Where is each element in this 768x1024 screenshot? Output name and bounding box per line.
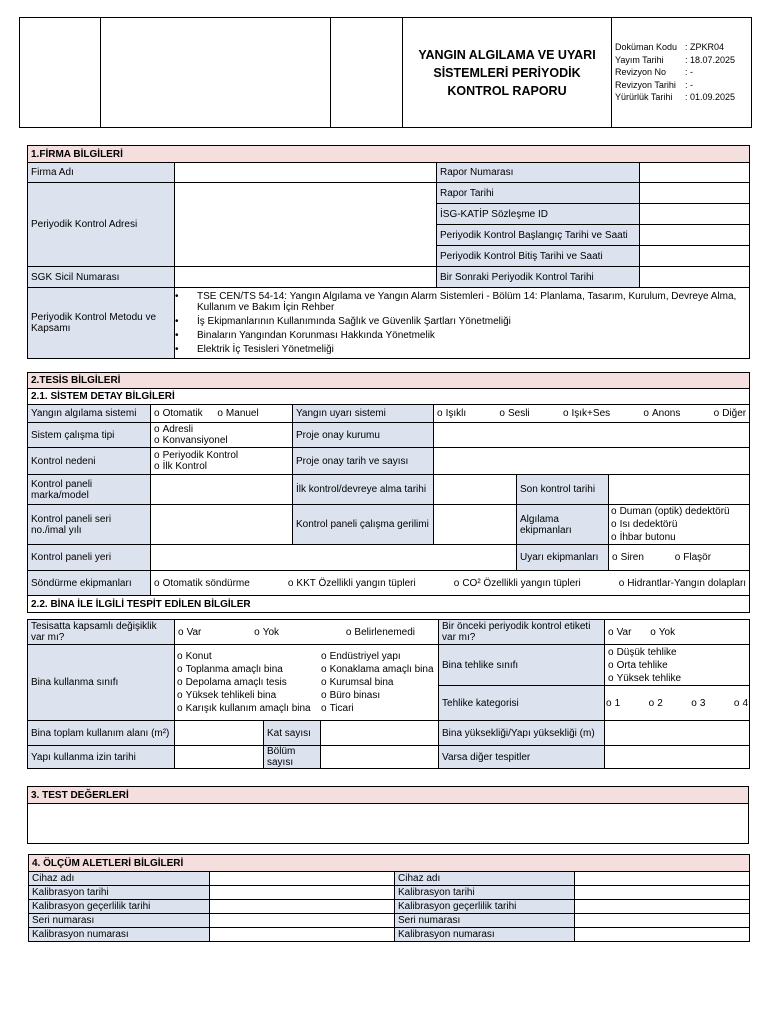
algilama-ekip-label: Algılama ekipmanları [517,505,609,545]
kat-label: Kat sayısı [264,721,321,746]
radio-toplanma[interactable]: o Toplanma amaçlı bina [177,664,321,675]
rapor-tarihi-label: Rapor Tarihi [437,183,640,204]
radio-anons[interactable]: o Anons [643,408,680,419]
list-item: • Binaların Yangından Korunması Hakkında Yönetmelik [175,330,746,341]
radio-orta[interactable]: o Orta tehlike [608,660,746,671]
panel-marka-label: Kontrol paneli marka/model [28,475,151,505]
radio-isik-ses[interactable]: o Işık+Ses [563,408,610,419]
izin-label: Yapı kullanma izin tarihi [28,746,175,769]
etiket-options [605,620,750,645]
baslangic-label: Periyodik Kontrol Başlangıç Tarihi ve Saati [437,225,640,246]
sgk-label: SGK Sicil Numarası [28,267,175,288]
kalibrasyon-no-field-1[interactable] [210,928,395,942]
proje-onay-field[interactable] [434,423,750,448]
rapor-no-label: Rapor Numarası [437,163,640,183]
gecerlilik-label: Kalibrasyon geçerlilik tarihi [29,900,210,914]
tehlike-kat-label: Tehlike kategorisi [439,686,605,721]
bitis-field[interactable] [640,246,750,267]
uyari-ekip-options [609,545,750,571]
bitis-label: Periyodik Kontrol Bitiş Tarihi ve Saati [437,246,640,267]
panel-seri-field[interactable] [151,505,293,545]
algilama-ekip-options [609,505,750,545]
bina-bilgileri-table [27,619,750,769]
calisma-label: Sistem çalışma tipi [28,423,151,448]
kalibrasyon-tarihi-label: Kalibrasyon tarihi [29,886,210,900]
document-meta: Doküman Kodu : ZPKR04 Yayım Tarihi : 18.07.2025 Revizyon No : - Revizyon Tarihi : - Yürürlük Tarihi : 01.09.2025 [612,18,752,128]
checkbox-kkt[interactable]: o KKT Özellikli yangın tüpleri [288,578,416,589]
section-title: 4. ÖLÇÜM ALETLERİ BİLGİLERİ [29,855,750,872]
gecerlilik-label: Kalibrasyon geçerlilik tarihi [395,900,575,914]
radio-kat-1[interactable]: o 1 [606,698,620,709]
radio-kat-3[interactable]: o 3 [691,698,705,709]
radio-var[interactable]: o Var [178,627,201,638]
radio-buro[interactable]: o Büro binası [321,690,434,701]
subsection-title: 2.2. BİNA İLE İLGİLİ TESPİT EDİLEN BİLGİLER [28,596,750,613]
sgk-field[interactable] [175,267,437,288]
tesis-bilgileri-table [27,372,750,613]
rapor-tarihi-field[interactable] [640,183,750,204]
radio-sesli[interactable]: o Sesli [499,408,529,419]
son-kontrol-label: Son kontrol tarihi [517,475,609,505]
gecerlilik-field-2[interactable] [575,900,750,914]
kalibrasyon-tarihi-field-1[interactable] [210,886,395,900]
metod-list [175,288,750,359]
bolum-label: Bölüm sayısı [264,746,321,769]
radio-adresli[interactable]: o Adresli [154,424,289,435]
radio-otomatik[interactable]: o Otomatik [154,408,203,419]
sondurme-options [151,571,750,596]
radio-ilk[interactable]: o İlk Kontrol [154,461,289,472]
bolum-field[interactable] [321,746,439,769]
panel-gerilim-label: Kontrol paneli çalışma gerilimi [293,505,434,545]
uyari-label: Yangın uyarı sistemi [293,405,434,423]
radio-diger[interactable]: o Diğer [714,408,746,419]
kat-field[interactable] [321,721,439,746]
seri-label: Seri numarası [29,914,210,928]
kalibrasyon-no-label: Kalibrasyon numarası [29,928,210,942]
firma-adi-label: Firma Adı [28,163,175,183]
radio-etiket-yok[interactable]: o Yok [650,627,675,638]
seri-field-1[interactable] [210,914,395,928]
radio-manuel[interactable]: o Manuel [217,408,258,419]
sonraki-field[interactable] [640,267,750,288]
rapor-no-field[interactable] [640,163,750,183]
cihaz-adi-label: Cihaz adı [29,872,210,886]
radio-konvansiyonel[interactable]: o Konvansiyonel [154,435,289,446]
proje-tarih-label: Proje onay tarih ve sayısı [293,448,434,475]
checkbox-ihbar[interactable]: o İhbar butonu [611,532,747,543]
panel-seri-label: Kontrol paneli seri no./imal yılı [28,505,151,545]
etiket-label: Bir önceki periyodik kontrol etiketi var mı? [439,620,605,645]
alan-label: Bina toplam kullanım alanı (m²) [28,721,175,746]
radio-depolama[interactable]: o Depolama amaçlı tesis [177,677,321,688]
baslangic-field[interactable] [640,225,750,246]
radio-periyodik[interactable]: o Periyodik Kontrol [154,450,289,461]
panel-marka-field[interactable] [151,475,293,505]
ilk-kontrol-field[interactable] [434,475,517,505]
algilama-label: Yangın algılama sistemi [28,405,151,423]
kullanma-options [175,645,439,721]
list-item: • İş Ekipmanlarının Kullanımında Sağlık ve Güvenlik Şartları Yönetmeliği [175,316,746,327]
olcum-aletleri-table [28,854,750,942]
document-title: YANGIN ALGILAMA VE UYARI SİSTEMLERİ PERİYODİK KONTROL RAPORU [403,18,612,128]
proje-onay-label: Proje onay kurumu [293,423,434,448]
kalibrasyon-no-field-2[interactable] [575,928,750,942]
metod-label: Periyodik Kontrol Metodu ve Kapsamı [28,288,175,359]
checkbox-isi[interactable]: o Isı dedektörü [611,519,747,530]
son-kontrol-field[interactable] [609,475,750,505]
test-degerleri-field[interactable] [28,804,749,844]
checkbox-otomatik-sondurme[interactable]: o Otomatik söndürme [154,578,250,589]
list-item: • Elektrik İç Tesisleri Yönetmeliği [175,344,746,355]
kalibrasyon-tarihi-label: Kalibrasyon tarihi [395,886,575,900]
radio-endustriyel[interactable]: o Endüstriyel yapı [321,651,434,662]
radio-ticari[interactable]: o Ticari [321,703,434,714]
algilama-options [151,405,293,423]
adres-label: Periyodik Kontrol Adresi [28,183,175,267]
radio-konaklama[interactable]: o Konaklama amaçlı bina [321,664,434,675]
tehlike-sinif-options [605,645,750,686]
diger-label: Varsa diğer tespitler [439,746,605,769]
isg-field[interactable] [640,204,750,225]
logo-cell-3 [331,18,403,128]
panel-yeri-field[interactable] [151,545,517,571]
list-item: • TSE CEN/TS 54-14: Yangın Algılama ve Yangın Alarm Sistemleri - Bölüm 14: Planlama, Tasarım, Kurulum, Devreye Alma, Kullanım ve Bakım İçin Rehber [175,291,746,313]
cihaz-adi-field-2[interactable] [575,872,750,886]
section-title: 3. TEST DEĞERLERİ [28,787,749,804]
checkbox-duman[interactable]: o Duman (optik) dedektörü [611,506,747,517]
radio-etiket-var[interactable]: o Var [608,627,631,638]
seri-label: Seri numarası [395,914,575,928]
radio-belirlenemedi[interactable]: o Belirlenemedi [346,627,415,638]
checkbox-co2[interactable]: o CO² Özellikli yangın tüpleri [454,578,581,589]
sondurme-label: Söndürme ekipmanları [28,571,151,596]
radio-karisik[interactable]: o Karışık kullanım amaçlı bina [177,703,321,714]
checkbox-siren[interactable]: o Siren [612,552,644,563]
adres-field[interactable] [175,183,437,267]
panel-yeri-label: Kontrol paneli yeri [28,545,151,571]
panel-gerilim-field[interactable] [434,505,517,545]
yukseklik-field[interactable] [605,721,750,746]
logo-cell-1 [20,18,101,128]
radio-yok[interactable]: o Yok [254,627,279,638]
neden-label: Kontrol nedeni [28,448,151,475]
radio-kat-4[interactable]: o 4 [734,698,748,709]
radio-konut[interactable]: o Konut [177,651,321,662]
uyari-options [434,405,750,423]
degisiklik-label: Tesisatta kapsamlı değişiklik var mı? [28,620,175,645]
alan-field[interactable] [175,721,264,746]
uyari-ekip-label: Uyarı ekipmanları [517,545,609,571]
radio-kat-2[interactable]: o 2 [649,698,663,709]
subsection-title: 2.1. SİSTEM DETAY BİLGİLERİ [28,389,750,405]
sonraki-label: Bir Sonraki Periyodik Kontrol Tarihi [437,267,640,288]
kullanma-label: Bina kullanma sınıfı [28,645,175,721]
section-title: 2.TESİS BİLGİLERİ [28,373,750,389]
radio-yuksek-tehlikeli[interactable]: o Yüksek tehlikeli bina [177,690,321,701]
seri-field-2[interactable] [575,914,750,928]
ilk-kontrol-label: İlk kontrol/devreye alma tarihi [293,475,434,505]
izin-field[interactable] [175,746,264,769]
firma-bilgileri-table [27,145,750,359]
kalibrasyon-no-label: Kalibrasyon numarası [395,928,575,942]
yukseklik-label: Bina yüksekliği/Yapı yüksekliği (m) [439,721,605,746]
cihaz-adi-field-1[interactable] [210,872,395,886]
checkbox-hidrant[interactable]: o Hidrantlar-Yangın dolapları [619,578,746,589]
radio-kurumsal[interactable]: o Kurumsal bina [321,677,434,688]
neden-options [151,448,293,475]
cihaz-adi-label: Cihaz adı [395,872,575,886]
proje-tarih-field[interactable] [434,448,750,475]
kalibrasyon-tarihi-field-2[interactable] [575,886,750,900]
radio-isikli[interactable]: o Işıklı [437,408,466,419]
test-degerleri-table [27,786,749,844]
radio-yuksek[interactable]: o Yüksek tehlike [608,673,746,684]
header-table [19,17,752,128]
tehlike-sinif-label: Bina tehlike sınıfı [439,645,605,686]
section-title: 1.FİRMA BİLGİLERİ [28,146,750,163]
degisiklik-options [175,620,439,645]
calisma-options [151,423,293,448]
gecerlilik-field-1[interactable] [210,900,395,914]
diger-field[interactable] [605,746,750,769]
firma-adi-field[interactable] [175,163,437,183]
logo-cell-2 [101,18,331,128]
checkbox-flasor[interactable]: o Flaşör [675,552,711,563]
tehlike-kat-options [605,686,750,721]
isg-label: İSG-KATİP Sözleşme ID [437,204,640,225]
radio-dusuk[interactable]: o Düşük tehlike [608,647,746,658]
